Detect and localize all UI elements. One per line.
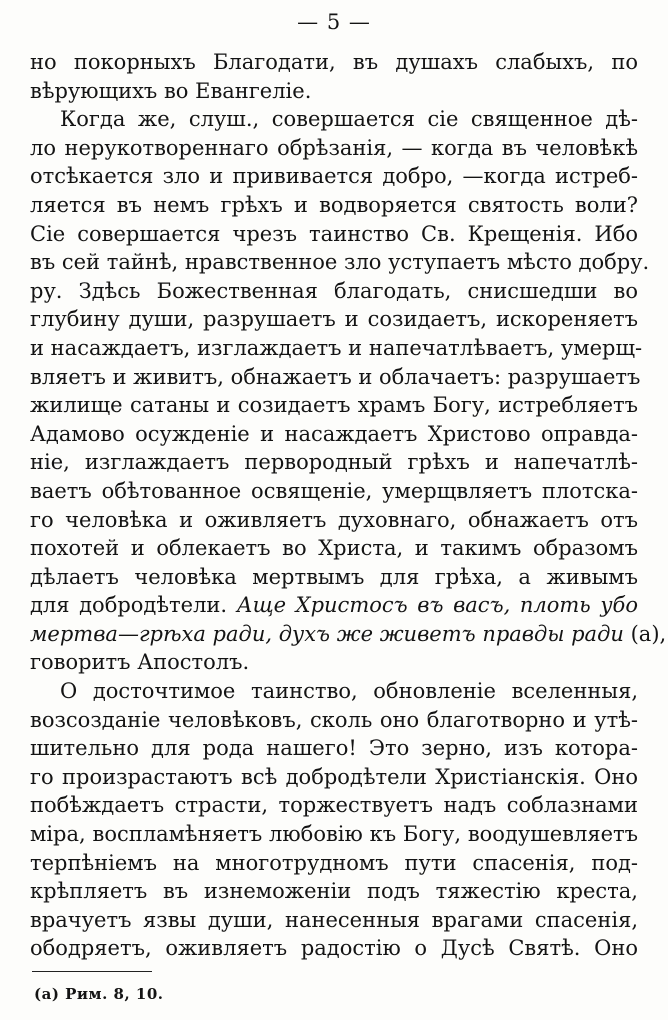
text-line: крѣпляетъ въ изнеможеніи подъ тяжестію креста, [30, 879, 638, 904]
text-line: ляется въ немъ грѣхъ и водворяется святость воли? [30, 192, 638, 217]
text-line: говоритъ Апостолъ. [30, 650, 250, 675]
text-line-with-quote [30, 620, 667, 649]
text-line: міра, воспламѣняетъ любовію къ Богу, воодушевляетъ [30, 822, 638, 847]
text-line: дѣлаетъ человѣка мертвымъ для грѣха, а живымъ [30, 564, 638, 589]
text-body [30, 48, 667, 963]
text-line: Адамово осужденіе и насаждаетъ Христово оправда- [30, 421, 638, 446]
text-line: ніе, изглаждаетъ первородный грѣхъ и напечатлѣ- [30, 450, 638, 475]
text-line: ободряетъ, оживляетъ радостію о Дусѣ Святѣ. Оно [30, 936, 638, 961]
text-line: врачуетъ язвы души, нанесенныя врагами спасенія, [30, 907, 638, 932]
text-line: въ сей тайнѣ, нравственное зло уступаетъ мѣсто добру. [30, 250, 650, 275]
footnote: (а) Рим. 8, 10. [34, 985, 164, 1003]
text-line: ло нерукотвореннаго обрѣзанія, — когда въ человѣкѣ [30, 135, 638, 160]
paragraph-1 [30, 48, 638, 105]
scripture-quote: Аще Христосъ въ васъ, плоть убо [236, 593, 638, 618]
text-line: жилище сатаны и созидаетъ храмъ Богу, истребляетъ [30, 393, 638, 418]
page-number: — 5 — [297, 10, 371, 34]
text-line: ру. Здѣсь Божественная благодать, снисшедши во [30, 278, 638, 303]
text-line: шительно для рода нашего! Это зерно, изъ котора- [30, 736, 638, 761]
text-line: и насаждаетъ, изглаждаетъ и напечатлѣваетъ, умерщ- [30, 335, 643, 360]
paragraph-3 [30, 677, 638, 963]
text-line: отсѣкается зло и прививается добро, —когда истреб- [30, 164, 638, 189]
scripture-quote: мертва—грѣха ради, духъ же живетъ правды ради [30, 621, 624, 646]
text-line: побѣждаетъ страсти, торжествуетъ надъ соблазнами [30, 793, 638, 818]
text-line: го произрастаютъ всѣ добродѣтели Христіанскія. Оно [30, 764, 638, 789]
footnote-marker: (а), [630, 621, 667, 646]
text-line: вляетъ и живитъ, обнажаетъ и облачаетъ: разрушаетъ [30, 364, 641, 389]
text-line: Когда же, слуш., совершается сіе священное дѣ- [60, 107, 638, 132]
text-line: Сіе совершается чрезъ таинство Св. Крещенія. Ибо [30, 221, 638, 246]
text-line: О досточтимое таинство, обновленіе вселенныя, [60, 679, 638, 704]
text-line: глубину души, разрушаетъ и созидаетъ, искореняетъ [30, 307, 638, 332]
text-line: похотей и облекаетъ во Христа, и такимъ образомъ [30, 536, 638, 561]
text-line: ваетъ обѣтованное освященіе, умерщвляетъ плотска- [30, 478, 638, 503]
line-prefix: для добродѣтели. [30, 593, 228, 618]
text-line: терпѣніемъ на многотрудномъ пути спасенія, под- [30, 850, 638, 875]
text-line: но покорныхъ Благодати, въ душахъ слабыхъ, по [30, 50, 638, 74]
text-line: возсозданіе человѣковъ, сколь оно благотворно и утѣ- [30, 707, 638, 732]
text-line-with-quote [30, 591, 638, 620]
paragraph-2 [30, 105, 667, 677]
footnote-divider [32, 971, 152, 972]
text-line: вѣрующихъ во Евангеліе. [30, 78, 312, 103]
text-line: го человѣка и оживляетъ духовнаго, обнажаетъ отъ [30, 507, 638, 532]
